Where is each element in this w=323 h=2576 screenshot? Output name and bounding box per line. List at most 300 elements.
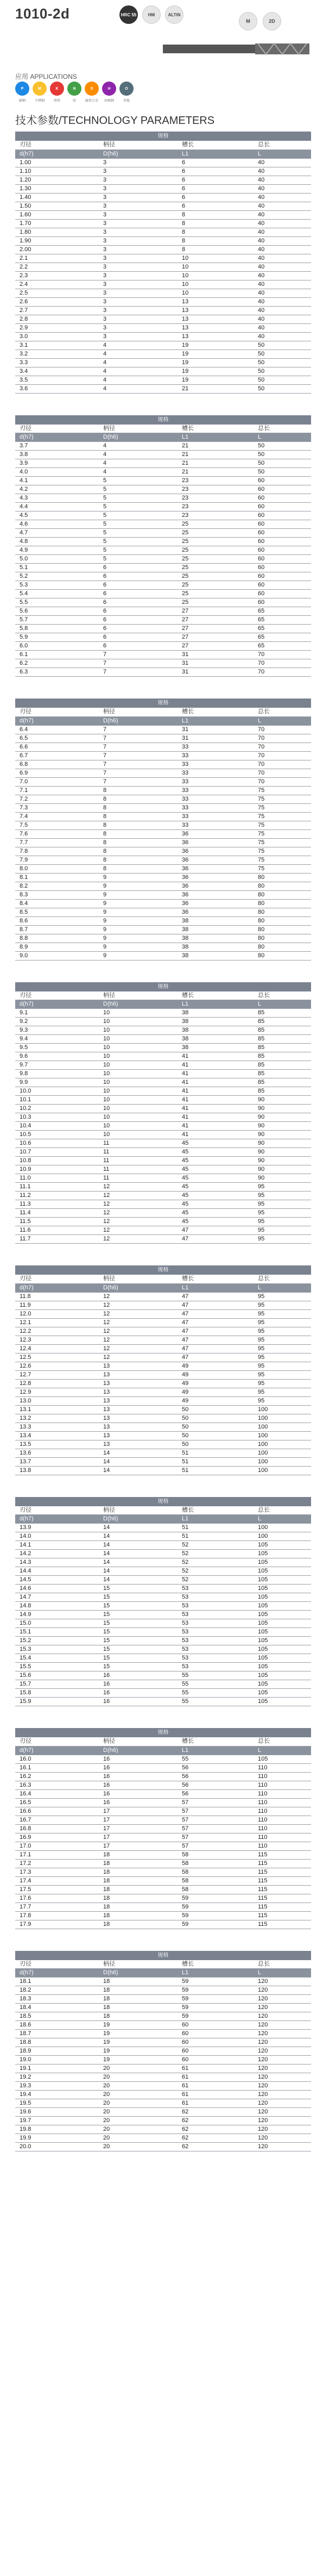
table-cell: 100 [251, 1414, 311, 1423]
table-cell: 70 [251, 734, 311, 743]
table-row [15, 245, 311, 254]
table-cell: 6 [175, 202, 251, 210]
table-cell: 4 [97, 376, 175, 384]
table-cell: 4 [97, 468, 175, 477]
table-cell: 50 [175, 1405, 251, 1414]
table-row [15, 838, 311, 847]
table-cell: 85 [251, 1026, 311, 1035]
table-cell: 4.4 [15, 503, 97, 512]
table-cell: 13 [97, 1431, 175, 1440]
table-cell: 50 [251, 358, 311, 367]
table-cell: 11.4 [15, 1209, 97, 1218]
table-cell: 21 [175, 451, 251, 459]
table-cell: 3 [97, 228, 175, 236]
table-cell: 12 [97, 1309, 175, 1318]
table-cell: 41 [175, 1122, 251, 1131]
table-row [15, 1602, 311, 1611]
table-cell: 40 [251, 167, 311, 176]
table-cell: 6 [175, 176, 251, 184]
table-cell: 38 [175, 916, 251, 925]
table-cell: 11.7 [15, 1235, 97, 1244]
table-cell: 40 [251, 263, 311, 271]
table-cell: 21 [175, 384, 251, 393]
column-header-en: d(h7) [15, 1000, 97, 1009]
table-caption: 规格 [15, 415, 311, 425]
table-cell: 13 [97, 1405, 175, 1414]
table-cell: 3 [97, 245, 175, 254]
table-cell: 40 [251, 289, 311, 297]
column-header-cn: 刃径 [15, 708, 97, 716]
table-row [15, 442, 311, 451]
table-cell: 18.8 [15, 2038, 97, 2047]
coating-badge: ALTiN [165, 5, 183, 24]
column-header-en: L [251, 149, 311, 158]
table-row [15, 2004, 311, 2012]
table-cell: 80 [251, 899, 311, 908]
table-cell: 85 [251, 1061, 311, 1070]
table-row [15, 1105, 311, 1113]
table-cell: 62 [175, 2134, 251, 2143]
table-cell: 13 [175, 306, 251, 315]
table-cell: 70 [251, 651, 311, 659]
table-cell: 47 [175, 1235, 251, 1244]
table-cell: 15 [97, 1602, 175, 1611]
table-cell: 16 [97, 1698, 175, 1706]
table-cell: 14 [97, 1567, 175, 1576]
application-name: 耐热合金 [85, 99, 98, 103]
table-cell: 40 [251, 228, 311, 236]
table-cell: 6 [175, 193, 251, 202]
table-row [15, 1396, 311, 1405]
table-row [15, 376, 311, 384]
application-icon: H [102, 82, 116, 96]
table-cell: 7.7 [15, 838, 97, 847]
table-row [15, 1318, 311, 1327]
table-row [15, 743, 311, 751]
table-cell: 20 [97, 2117, 175, 2125]
table-cell: 10 [97, 1131, 175, 1139]
table-cell: 36 [175, 899, 251, 908]
table-cell: 55 [175, 1755, 251, 1763]
table-cell: 11 [97, 1174, 175, 1183]
table-cell: 12 [97, 1209, 175, 1218]
table-cell: 60 [251, 564, 311, 572]
column-header-cn: 柄径 [97, 1960, 175, 1969]
table-cell: 38 [175, 934, 251, 943]
table-cell: 3.0 [15, 332, 97, 341]
table-cell: 25 [175, 520, 251, 529]
table-cell: 20 [97, 2125, 175, 2134]
table-row [15, 1018, 311, 1026]
applications-label: 应用 APPLICATIONS [15, 73, 77, 80]
table-row [15, 1859, 311, 1868]
table-cell: 53 [175, 1637, 251, 1645]
table-cell: 47 [175, 1226, 251, 1235]
table-cell: 110 [251, 1833, 311, 1842]
table-cell: 75 [251, 803, 311, 812]
table-cell: 33 [175, 786, 251, 795]
table-cell: 45 [175, 1165, 251, 1174]
table-cell: 7.2 [15, 795, 97, 803]
column-header-en: L1 [175, 1000, 251, 1009]
table-cell: 3.9 [15, 459, 97, 468]
table-cell: 90 [251, 1131, 311, 1139]
table-cell: 15.4 [15, 1654, 97, 1663]
table-cell: 51 [175, 1524, 251, 1532]
table-cell: 31 [175, 651, 251, 659]
table-cell: 13 [175, 297, 251, 306]
column-header-cn: 槽长 [175, 708, 251, 716]
table-cell: 15.7 [15, 1680, 97, 1689]
table-cell: 18 [97, 1920, 175, 1929]
table-cell: 53 [175, 1611, 251, 1619]
table-row [15, 1388, 311, 1396]
table-row [15, 1131, 311, 1139]
table-cell: 13 [97, 1379, 175, 1388]
material-badge: M [239, 12, 257, 30]
table-cell: 19.4 [15, 2091, 97, 2099]
column-header-cn: 刃径 [15, 991, 97, 1000]
table-cell: 11.6 [15, 1226, 97, 1235]
table-cell: 105 [251, 1550, 311, 1558]
table-cell: 14.9 [15, 1611, 97, 1619]
table-cell: 16.2 [15, 1772, 97, 1781]
table-cell: 17.9 [15, 1920, 97, 1929]
table-cell: 59 [175, 1903, 251, 1911]
table-row [15, 494, 311, 503]
table-cell: 16 [97, 1798, 175, 1807]
table-cell: 85 [251, 1078, 311, 1087]
column-header-cn: 柄径 [97, 141, 175, 149]
table-row [15, 1978, 311, 1986]
table-row [15, 642, 311, 651]
table-cell: 17 [97, 1833, 175, 1842]
table-cell: 12.6 [15, 1362, 97, 1370]
table-cell: 75 [251, 864, 311, 873]
table-cell: 110 [251, 1789, 311, 1798]
table-cell: 8 [97, 812, 175, 821]
table-cell: 12.7 [15, 1370, 97, 1379]
table-cell: 61 [175, 2064, 251, 2073]
table-cell: 120 [251, 2056, 311, 2064]
table-row [15, 777, 311, 786]
table-cell: 53 [175, 1593, 251, 1602]
table-cell: 8.7 [15, 925, 97, 934]
table-cell: 9.2 [15, 1018, 97, 1026]
table-cell: 50 [251, 384, 311, 393]
column-header-cn: 槽长 [175, 991, 251, 1000]
table-cell: 3 [97, 193, 175, 202]
table-cell: 10 [97, 1052, 175, 1061]
table-cell: 3.5 [15, 376, 97, 384]
table-cell: 6.2 [15, 659, 97, 668]
table-cell: 21 [175, 468, 251, 477]
table-row [15, 1911, 311, 1920]
table-cell: 75 [251, 821, 311, 829]
table-cell: 8.4 [15, 899, 97, 908]
table-cell: 3 [97, 332, 175, 341]
table-row [15, 236, 311, 245]
table-cell: 3 [97, 219, 175, 228]
table-cell: 2.8 [15, 315, 97, 323]
spec-table [15, 1497, 311, 1707]
table-cell: 19 [97, 2038, 175, 2047]
table-cell: 1.30 [15, 184, 97, 193]
table-cell: 3 [97, 323, 175, 332]
table-cell: 70 [251, 751, 311, 760]
table-cell: 120 [251, 2143, 311, 2151]
table-cell: 27 [175, 625, 251, 633]
table-cell: 16.9 [15, 1833, 97, 1842]
table-cell: 15.2 [15, 1637, 97, 1645]
column-header-en: L [251, 433, 311, 442]
table-cell: 95 [251, 1344, 311, 1353]
table-cell: 11 [97, 1165, 175, 1174]
table-row [15, 451, 311, 459]
table-cell: 52 [175, 1550, 251, 1558]
table-cell: 8 [175, 228, 251, 236]
table-cell: 8 [97, 803, 175, 812]
table-cell: 7.3 [15, 803, 97, 812]
table-cell: 7.9 [15, 856, 97, 864]
table-row [15, 1611, 311, 1619]
table-cell: 49 [175, 1370, 251, 1379]
table-cell: 40 [251, 219, 311, 228]
table-cell: 80 [251, 951, 311, 960]
table-cell: 20 [97, 2143, 175, 2151]
table-cell: 18 [97, 1986, 175, 1995]
table-cell: 7.6 [15, 829, 97, 838]
table-cell: 9.4 [15, 1035, 97, 1044]
table-cell: 3.8 [15, 451, 97, 459]
table-cell: 57 [175, 1824, 251, 1833]
table-cell: 100 [251, 1431, 311, 1440]
column-header-en: D(h6) [97, 716, 175, 725]
table-cell: 16.8 [15, 1824, 97, 1833]
table-cell: 45 [175, 1200, 251, 1209]
table-cell: 58 [175, 1850, 251, 1859]
table-row [15, 503, 311, 512]
table-cell: 8 [97, 795, 175, 803]
table-cell: 6 [97, 616, 175, 625]
table-cell: 3 [97, 315, 175, 323]
spec-table [15, 1728, 311, 1929]
table-cell: 120 [251, 2134, 311, 2143]
table-cell: 10 [97, 1009, 175, 1018]
table-cell: 40 [251, 254, 311, 263]
table-cell: 18.3 [15, 1995, 97, 2004]
table-caption: 规格 [15, 698, 311, 708]
application-icon: N [67, 82, 81, 96]
table-cell: 14 [97, 1466, 175, 1475]
column-header-cn: 总长 [251, 1737, 311, 1746]
table-cell: 9 [97, 916, 175, 925]
table-row [15, 1405, 311, 1414]
table-cell: 5.9 [15, 633, 97, 642]
table-cell: 115 [251, 1903, 311, 1911]
table-cell: 60 [251, 477, 311, 485]
table-cell: 18 [97, 1903, 175, 1911]
table-row [15, 2030, 311, 2038]
table-cell: 16 [97, 1671, 175, 1680]
table-cell: 95 [251, 1218, 311, 1226]
table-cell: 47 [175, 1336, 251, 1344]
table-cell: 5 [97, 529, 175, 538]
column-header-en: L1 [175, 149, 251, 158]
table-cell: 19.9 [15, 2134, 97, 2143]
table-row [15, 1663, 311, 1671]
table-cell: 105 [251, 1689, 311, 1698]
table-cell: 56 [175, 1781, 251, 1789]
table-cell: 62 [175, 2143, 251, 2151]
table-row [15, 546, 311, 555]
table-cell: 19 [97, 2030, 175, 2038]
table-cell: 11.3 [15, 1200, 97, 1209]
table-row [15, 934, 311, 943]
table-cell: 57 [175, 1807, 251, 1816]
table-cell: 70 [251, 769, 311, 777]
table-cell: 7.8 [15, 847, 97, 856]
table-cell: 12 [97, 1226, 175, 1235]
table-row [15, 829, 311, 838]
table-cell: 47 [175, 1327, 251, 1336]
table-row [15, 1986, 311, 1995]
column-header-cn: 刃径 [15, 1506, 97, 1515]
table-cell: 19 [175, 367, 251, 376]
table-cell: 90 [251, 1148, 311, 1157]
table-cell: 45 [175, 1183, 251, 1192]
application-name: 碳钢 [18, 99, 26, 103]
table-cell: 8 [97, 829, 175, 838]
table-cell: 51 [175, 1457, 251, 1466]
table-row [15, 1122, 311, 1131]
table-cell: 40 [251, 323, 311, 332]
table-cell: 95 [251, 1327, 311, 1336]
table-cell: 5 [97, 503, 175, 512]
table-cell: 1.50 [15, 202, 97, 210]
table-cell: 17 [97, 1807, 175, 1816]
table-cell: 80 [251, 890, 311, 899]
table-cell: 38 [175, 1035, 251, 1044]
table-row [15, 1816, 311, 1824]
table-cell: 52 [175, 1558, 251, 1567]
table-cell: 15 [97, 1637, 175, 1645]
table-cell: 105 [251, 1611, 311, 1619]
column-header-en: D(h6) [97, 1746, 175, 1755]
column-header-cn: 总长 [251, 1506, 311, 1515]
table-cell: 12 [97, 1292, 175, 1301]
table-cell: 5.8 [15, 625, 97, 633]
table-cell: 52 [175, 1541, 251, 1550]
table-cell: 105 [251, 1698, 311, 1706]
table-row [15, 2117, 311, 2125]
table-cell: 65 [251, 625, 311, 633]
table-cell: 13.8 [15, 1466, 97, 1475]
table-cell: 4 [97, 451, 175, 459]
table-cell: 21 [175, 442, 251, 451]
table-cell: 8.1 [15, 873, 97, 882]
technology-title: 技术参数/TECHNOLOGY PARAMETERS [15, 115, 215, 127]
table-cell: 47 [175, 1292, 251, 1301]
table-cell: 51 [175, 1449, 251, 1457]
table-row [15, 158, 311, 167]
table-cell: 16 [97, 1789, 175, 1798]
table-row [15, 1885, 311, 1894]
table-cell: 18 [97, 1876, 175, 1885]
table-cell: 20.0 [15, 2143, 97, 2151]
table-cell: 10 [97, 1105, 175, 1113]
table-cell: 60 [251, 572, 311, 581]
table-cell: 105 [251, 1541, 311, 1550]
size-badge: 2D [263, 12, 281, 30]
table-cell: 95 [251, 1209, 311, 1218]
table-row [15, 847, 311, 856]
table-cell: 7 [97, 769, 175, 777]
table-row [15, 341, 311, 350]
table-cell: 15 [97, 1593, 175, 1602]
table-cell: 4.5 [15, 512, 97, 520]
table-cell: 95 [251, 1292, 311, 1301]
table-cell: 10.8 [15, 1157, 97, 1165]
table-row [15, 1903, 311, 1911]
table-cell: 14 [97, 1532, 175, 1541]
table-row [15, 228, 311, 236]
table-row [15, 1235, 311, 1244]
table-cell: 12.5 [15, 1353, 97, 1362]
table-cell: 95 [251, 1370, 311, 1379]
table-row [15, 1218, 311, 1226]
table-cell: 16.1 [15, 1763, 97, 1772]
table-cell: 75 [251, 786, 311, 795]
table-row [15, 1781, 311, 1789]
column-header-en: L1 [175, 433, 251, 442]
table-cell: 14.6 [15, 1585, 97, 1593]
table-cell: 18 [97, 1859, 175, 1868]
table-cell: 53 [175, 1645, 251, 1654]
table-cell: 13.6 [15, 1449, 97, 1457]
table-cell: 115 [251, 1850, 311, 1859]
table-cell: 33 [175, 760, 251, 769]
table-cell: 50 [251, 350, 311, 358]
table-cell: 19 [97, 2021, 175, 2030]
table-row [15, 1619, 311, 1628]
table-caption: 规格 [15, 1265, 311, 1275]
table-cell: 95 [251, 1353, 311, 1362]
table-cell: 8 [97, 786, 175, 795]
table-cell: 105 [251, 1654, 311, 1663]
table-row [15, 1226, 311, 1235]
table-cell: 16.3 [15, 1781, 97, 1789]
table-cell: 5 [97, 520, 175, 529]
table-row [15, 751, 311, 760]
table-row [15, 358, 311, 367]
table-cell: 60 [175, 2038, 251, 2047]
table-cell: 41 [175, 1070, 251, 1078]
table-cell: 8 [97, 847, 175, 856]
table-cell: 41 [175, 1087, 251, 1096]
table-cell: 8 [175, 210, 251, 219]
column-header-en: d(h7) [15, 716, 97, 725]
table-cell: 14 [97, 1524, 175, 1532]
table-row [15, 1833, 311, 1842]
table-cell: 3 [97, 306, 175, 315]
table-cell: 33 [175, 821, 251, 829]
table-row [15, 821, 311, 829]
application-name: 淬硬钢 [104, 99, 114, 103]
table-cell: 38 [175, 943, 251, 951]
table-cell: 18 [97, 1978, 175, 1986]
table-row [15, 2038, 311, 2047]
